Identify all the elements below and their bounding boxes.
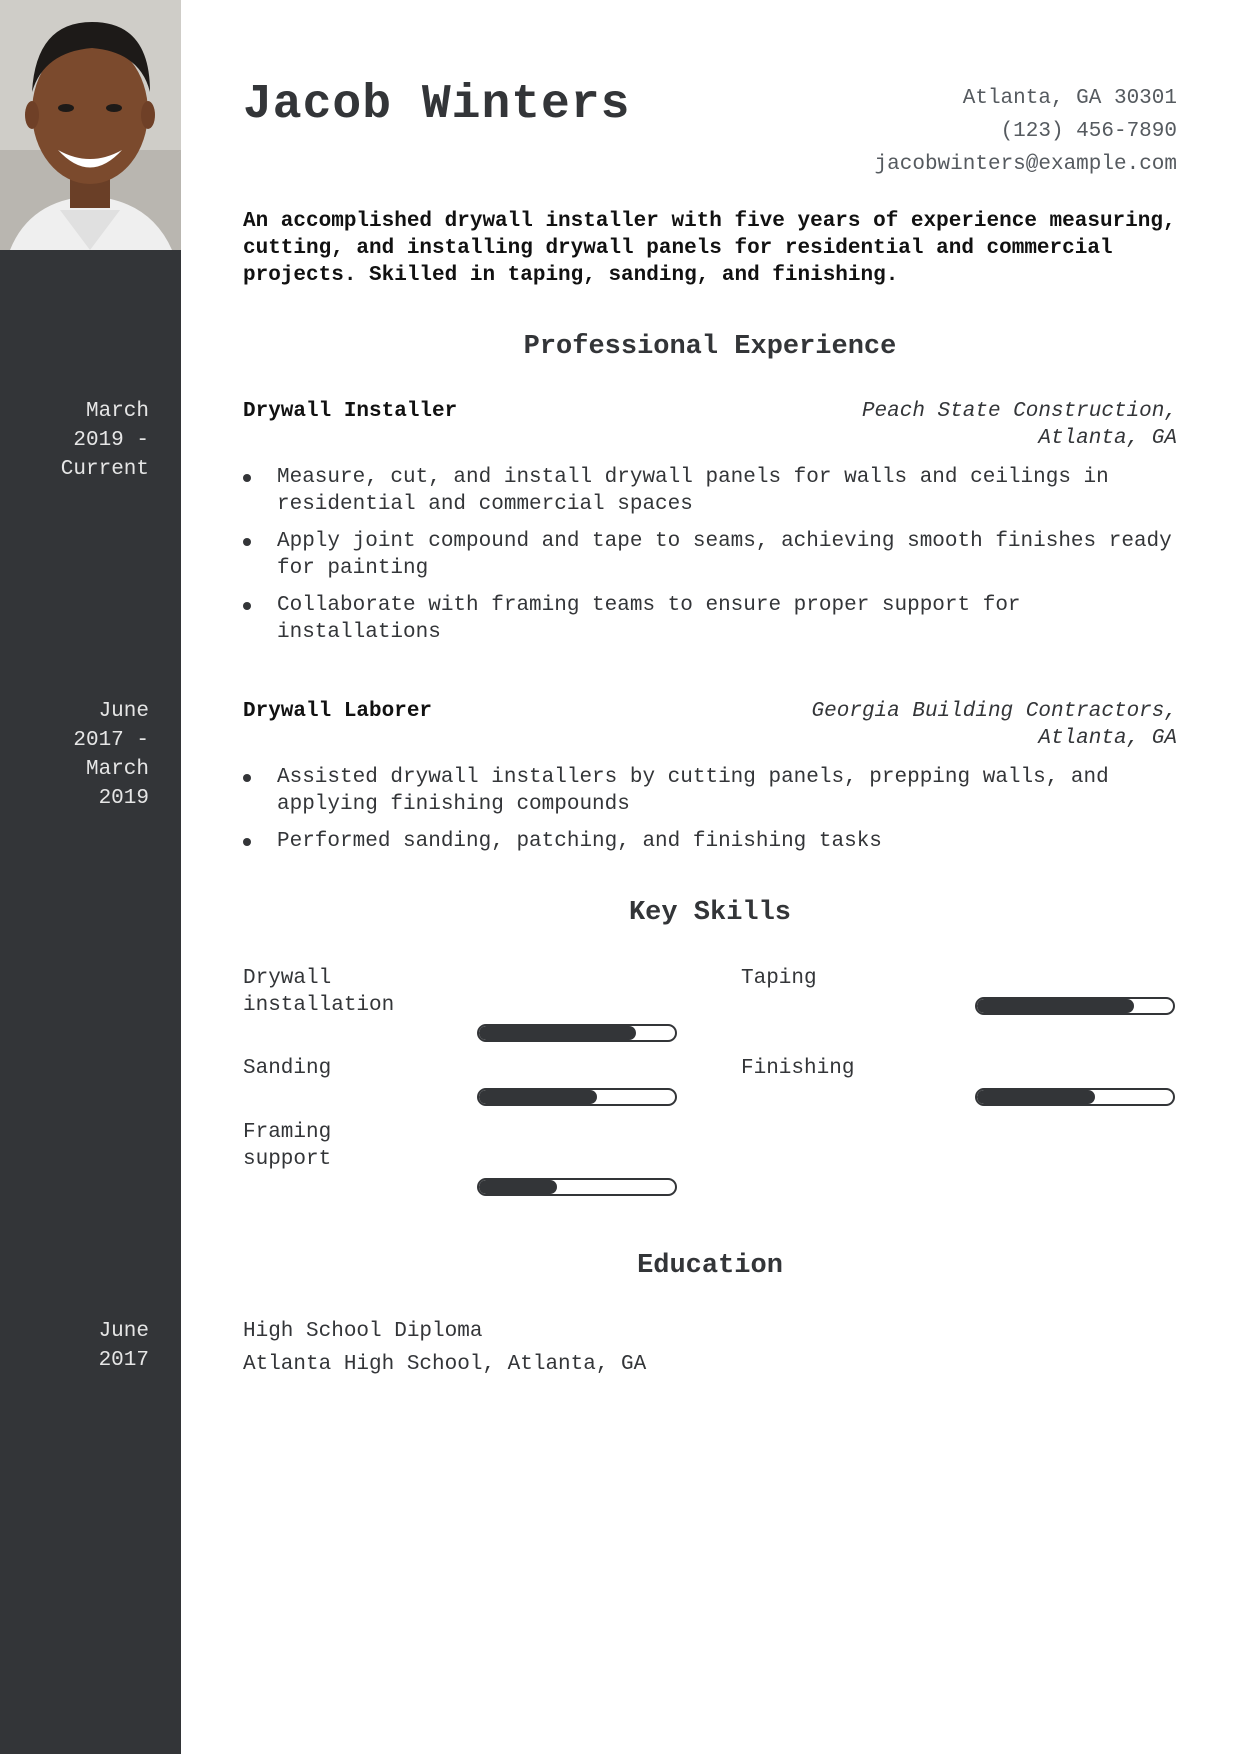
skill-label: Taping [741,967,817,990]
skill-bar [975,997,1175,1015]
skill-bar [477,1024,677,1042]
contact-phone: (123) 456-7890 [1000,120,1177,143]
skill-bar-fill [479,1026,636,1040]
list-item: Collaborate with framing teams to ensure proper support for installations [243,592,1183,646]
job-2-title: Drywall Laborer [243,700,433,723]
skill-bar [477,1178,677,1196]
profile-photo-image [0,0,181,250]
bullet-icon [243,538,251,546]
skill-label: Finishing [741,1057,855,1080]
education-dates: June 2017 [98,1320,149,1372]
skill-label: Drywall installation [243,967,395,1017]
job-2-company [757,698,1177,752]
contact-email: jacobwinters@example.com [874,153,1177,176]
education-school: Atlanta High School, Atlanta, GA [243,1353,647,1376]
job-2-company-name: Georgia Building Contractors, [811,700,1177,723]
skill-label: Sanding [243,1057,332,1080]
bullet-icon [243,602,251,610]
skill-bar-fill [479,1180,557,1194]
list-item: Measure, cut, and install drywall panels for walls and ceilings in residential and commercial spaces [243,464,1183,518]
list-item: Assisted drywall installers by cutting panels, prepping walls, and applying finishing compounds [243,764,1183,818]
job-1-company-name: Peach State Construction, [861,400,1177,423]
sidebar [0,0,181,1754]
experience-heading: Professional Experience [523,332,897,362]
bullet-icon [243,774,251,782]
job-2-dates: June 2017 - March 2019 [73,700,149,810]
contact-block [875,82,1177,181]
job-1-company [757,398,1177,452]
skill-bar-fill [977,999,1134,1013]
job-1-location: Atlanta, GA [1038,427,1177,450]
job-1-dates: March 2019 - Current [60,400,149,481]
job-2-bullets [243,764,1183,865]
candidate-name: Jacob Winters [243,78,631,132]
education-entry [243,1315,646,1381]
job-2-location: Atlanta, GA [1038,727,1177,750]
list-item: Performed sanding, patching, and finishing tasks [243,828,1183,855]
skill-bar [477,1088,677,1106]
skills-heading: Key Skills [628,898,792,928]
bullet-icon [243,474,251,482]
list-item: Apply joint compound and tape to seams, achieving smooth finishes ready for painting [243,528,1183,582]
education-heading: Education [637,1251,783,1281]
profile-photo [0,0,181,250]
professional-summary: An accomplished drywall installer with five years of experience measuring, cutting, and installing drywall panels for residential and commercial projects. Skilled in taping, sanding, and finishing. [243,210,1176,287]
skill-bar-fill [479,1090,597,1104]
skill-label: Framing support [243,1121,332,1171]
skill-bar-fill [977,1090,1095,1104]
skill-bar [975,1088,1175,1106]
job-1-title: Drywall Installer [243,400,458,423]
contact-address: Atlanta, GA 30301 [962,87,1177,110]
bullet-icon [243,838,251,846]
education-degree: High School Diploma [243,1320,483,1343]
job-1-bullets [243,464,1183,656]
